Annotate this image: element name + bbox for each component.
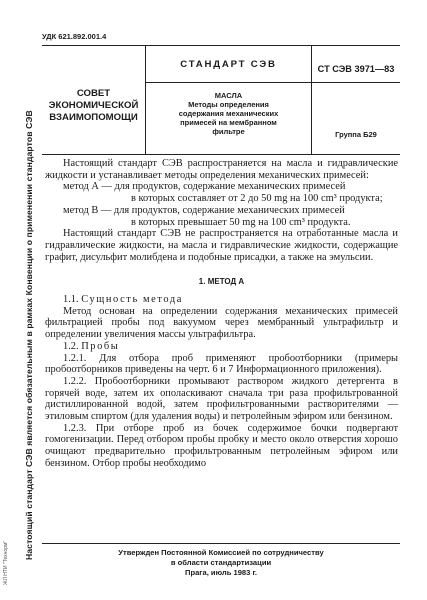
subject-line: фильтре xyxy=(212,127,245,136)
council-line: СОВЕТ xyxy=(76,88,111,99)
standard-header xyxy=(42,45,400,155)
standard-number: СТ СЭВ 3971—83 xyxy=(317,64,395,74)
clause-title: Пробы xyxy=(81,340,120,352)
scope-exclusion-paragraph: Настоящий стандарт СЭВ не распространяется на отработанные масла и гидравлические жидкости, на масла и гидравлические жидкости, содержащие графит, дисульфит молибдена и подобные присадки, а также на эмульсии. xyxy=(45,228,398,263)
clause-1-2-heading xyxy=(45,341,398,353)
clause-1-2-1: 1.2.1. Для отбора проб применяют пробоотборники (примеры пробоотборников приведены на черт. 6 и 7 Информационного приложения). xyxy=(45,352,398,376)
subject-line: Методы определения xyxy=(188,100,269,109)
clause-title: Сущность метода xyxy=(81,294,183,306)
council-name xyxy=(42,88,145,124)
method-a-text: — для продуктов, содержание механических примесей xyxy=(101,181,346,193)
group-code: Группа Б29 xyxy=(335,130,377,139)
clause-number: 1.1. xyxy=(63,294,79,306)
udk-code: УДК 621.892.001.4 xyxy=(42,32,107,41)
clause-1-2-3: 1.2.3. При отборе проб из бочек содержимое бочки подвергают гомогенизации. Перед отбором пробы пробку и место около отверстия хорошо очищают предварительно профильтрованным петролейным эфиром или бензином. Отбор пробы необходимо xyxy=(45,422,398,469)
document-body xyxy=(45,158,398,470)
method-a-label: метод А xyxy=(63,181,99,193)
clause-number: 1.2. xyxy=(63,340,79,352)
subject-line: примесей на мембранном xyxy=(180,118,277,127)
subject-line: содержания механических xyxy=(178,109,279,118)
method-b-label: метод В xyxy=(63,204,99,216)
header-divider-horizontal xyxy=(146,82,400,83)
subject-title: МАСЛА xyxy=(214,91,243,100)
council-line: ЭКОНОМИЧЕСКОЙ xyxy=(48,100,139,111)
clause-1-1-text: Метод основан на определении содержания механических примесей фильтрацией пробы под вакуумом через мембранный ультрафильтр и определении увеличения массы ультрафильтра. xyxy=(45,305,398,341)
method-b-continuation: в которых превышает 50 mg на 100 cm³ продукта. xyxy=(131,216,351,228)
method-a-item xyxy=(45,181,398,204)
footer-line: Прага, июль 1983 г. xyxy=(184,568,257,577)
intro-paragraph: Настоящий стандарт СЭВ распространяется на масла и гидравлические жидкости и устанавливает методы определения механических примесей: xyxy=(45,158,398,181)
margin-note: Настоящий стандарт СЭВ является обязательным в рамках Конвенции о применении стандартов СЭВ xyxy=(24,110,34,560)
method-a-continuation: в которых составляет от 2 до 50 mg на 100 cm³ продукта; xyxy=(131,193,383,205)
watermark: ЖЛ НТИ "Технорм" xyxy=(3,540,9,585)
standard-subject xyxy=(146,91,311,136)
section-heading: 1. МЕТОД А xyxy=(198,277,245,287)
footer-line: в области стандартизации xyxy=(170,558,272,567)
method-b-item xyxy=(45,205,398,228)
method-b-text: — для продуктов, содержание механических примесей xyxy=(100,204,345,216)
clause-1-2-2: 1.2.2. Пробоотборники промывают раствором жидкого детергента в горячей воде, затем их ополаскивают сначала три раза профильтрованной дистиллированной водой, затем профильтрованными растворителями — этиловым спиртом (для удаления воды) и петролейным эфиром или бензином. xyxy=(45,375,398,423)
approval-footer xyxy=(42,543,400,578)
standard-label: СТАНДАРТ СЭВ xyxy=(180,59,277,70)
clause-1-1-heading xyxy=(45,294,398,306)
footer-line: Утвержден Постоянной Комиссией по сотрудничеству xyxy=(118,548,324,557)
council-line: ВЗАИМОПОМОЩИ xyxy=(49,112,138,123)
